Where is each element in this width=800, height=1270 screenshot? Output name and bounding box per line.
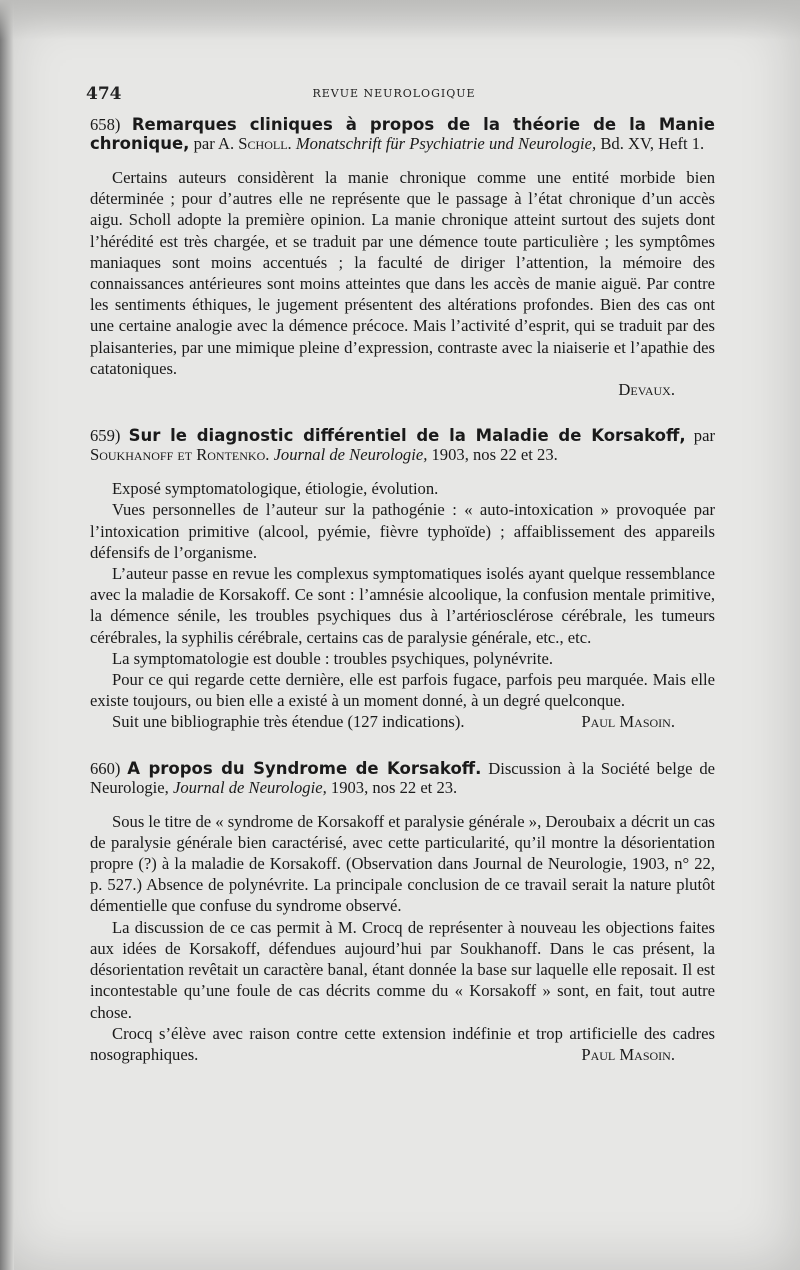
- paragraph: Sous le titre de « syndrome de Korsakoff et paralysie générale », Deroubaix a décrit un cas de paralysie générale bien caractérisé, avec cette particularité, qu’il montre la désorientation propre (?) à la maladie de Korsakoff. (Observation dans Journal de Neurologie, 1903, n° 22, p. 527.) Absence de polynévrite. La principale conclusion de ce travail serait la nature plutôt démentielle que confuse du syndrome observé.: [90, 811, 715, 916]
- article-660: [90, 759, 715, 1065]
- article-title: [90, 759, 715, 797]
- paragraph: [90, 711, 715, 732]
- page-number: 474: [86, 84, 122, 104]
- article-reference: Bd. XV, Heft 1.: [600, 134, 705, 153]
- paragraph: L’auteur passe en revue les complexus symptomatiques isolés ayant quelque ressemblance avec la maladie de Korsakoff. Ce sont : l’amnésie alcoolique, la confusion mentale primitive, la démence sénile, les troubles psychiques dus à l’artériosclérose cérébrale, les tumeurs cérébrales, la syphilis cérébrale, certains cas de paralysie générale, etc., etc.: [90, 564, 715, 647]
- article-title: [90, 426, 715, 464]
- article-number: 660): [90, 758, 121, 778]
- scan-shadow-top: [0, 0, 800, 40]
- article-659: [90, 426, 715, 732]
- paragraph-text: Crocq s’élève avec raison contre cette extension indéfinie et trop artificielle des cadres nosographiques.: [90, 1023, 715, 1064]
- signature: Paul Masoin.: [581, 712, 675, 732]
- article-number: 659): [90, 426, 121, 446]
- article-heading: A propos du Syndrome de Korsakoff.: [127, 758, 482, 778]
- article-number: 658): [90, 115, 121, 134]
- article-658: [90, 115, 715, 400]
- paragraph: Pour ce qui regarde cette dernière, elle est parfois fugace, parfois peu marquée. Mais elle existe toujours, ou bien elle a existé à un moment donné, à un degré quelconque.: [90, 670, 715, 711]
- paragraph-text: Suit une bibliographie très étendue (127 indications).: [112, 712, 465, 732]
- scan-shadow-left: [0, 0, 14, 1270]
- article-reference: 1903, nos 22 et 23.: [330, 777, 458, 797]
- article-author: Soukhanoff et Rontenko.: [90, 445, 270, 465]
- article-journal: Journal de Neurologie,: [172, 777, 327, 797]
- paragraph: Vues personnelles de l’auteur sur la pathogénie : « auto-intoxication » provoquée par l’intoxication primitive (alcool, pyémie, fièvre typhoïde) ; affaiblissement des appareils défensifs de l’organisme.: [90, 500, 715, 562]
- running-head: REVUE NEUROLOGIQUE: [312, 87, 476, 100]
- article-heading: Sur le diagnostic différentiel de la Maladie de Korsakoff,: [128, 426, 686, 446]
- paragraph: La symptomatologie est double : troubles psychiques, polynévrite.: [112, 648, 554, 668]
- article-journal: Journal de Neurologie,: [273, 445, 428, 465]
- article-by: par: [693, 426, 715, 446]
- paragraph: [90, 1023, 715, 1065]
- paragraph: La discussion de ce cas permit à M. Crocq de représenter à nouveau les objections faites aux idées de Korsakoff, défendues aujourd’hui par Soukhanoff. Dans le cas présent, la désorientation revêtait un caractère banal, étant donnée la base sur laquelle elle reposait. Il est incontestable qu’une foule de cas décrits comme du « Korsakoff » sont, en fait, tout autre chose.: [90, 917, 715, 1022]
- page-header: [86, 84, 702, 104]
- article-author: Scholl.: [238, 134, 292, 153]
- article-heading: Remarques cliniques à propos de la théorie de la Manie chronique,: [90, 115, 715, 153]
- article-reference: 1903, nos 22 et 23.: [431, 445, 558, 465]
- article-title: [90, 115, 715, 153]
- signature: Devaux.: [618, 380, 675, 400]
- article-list: [90, 115, 715, 1091]
- article-journal: Monatschrift für Psychiatrie und Neurologie,: [295, 134, 597, 153]
- article-by: Discussion à la Société belge de Neurologie,: [90, 758, 715, 797]
- article-by: par A.: [193, 134, 235, 153]
- signature: Paul Masoin.: [581, 1044, 675, 1064]
- paragraph: Exposé symptomatologique, étiologie, évolution.: [112, 479, 439, 499]
- paragraph: Certains auteurs considèrent la manie chronique comme une entité morbide bien déterminée ; pour d’autres elle ne représente que le passage à l’état chronique d’un accès aigu. Scholl adopte la première opinion. La manie chronique atteint surtout des sujets dont l’hérédité est très chargée, et se traduit par une démence toute particulière ; les symptômes maniaques sont moins accentués ; la faculté de diriger l’attention, la mémoire des connaissances antérieures sont moins atteintes que dans les accès de manie aiguë. Par contre les sentiments éthiques, le jugement présentent des altérations profondes. Bien des cas ont une certaine analogie avec la démence précoce. Mais l’activité d’esprit, qui se traduit par des plaisanteries, par une mimique pleine d’expression, contraste avec la niaiserie et l’apathie des catatoniques.: [90, 168, 715, 378]
